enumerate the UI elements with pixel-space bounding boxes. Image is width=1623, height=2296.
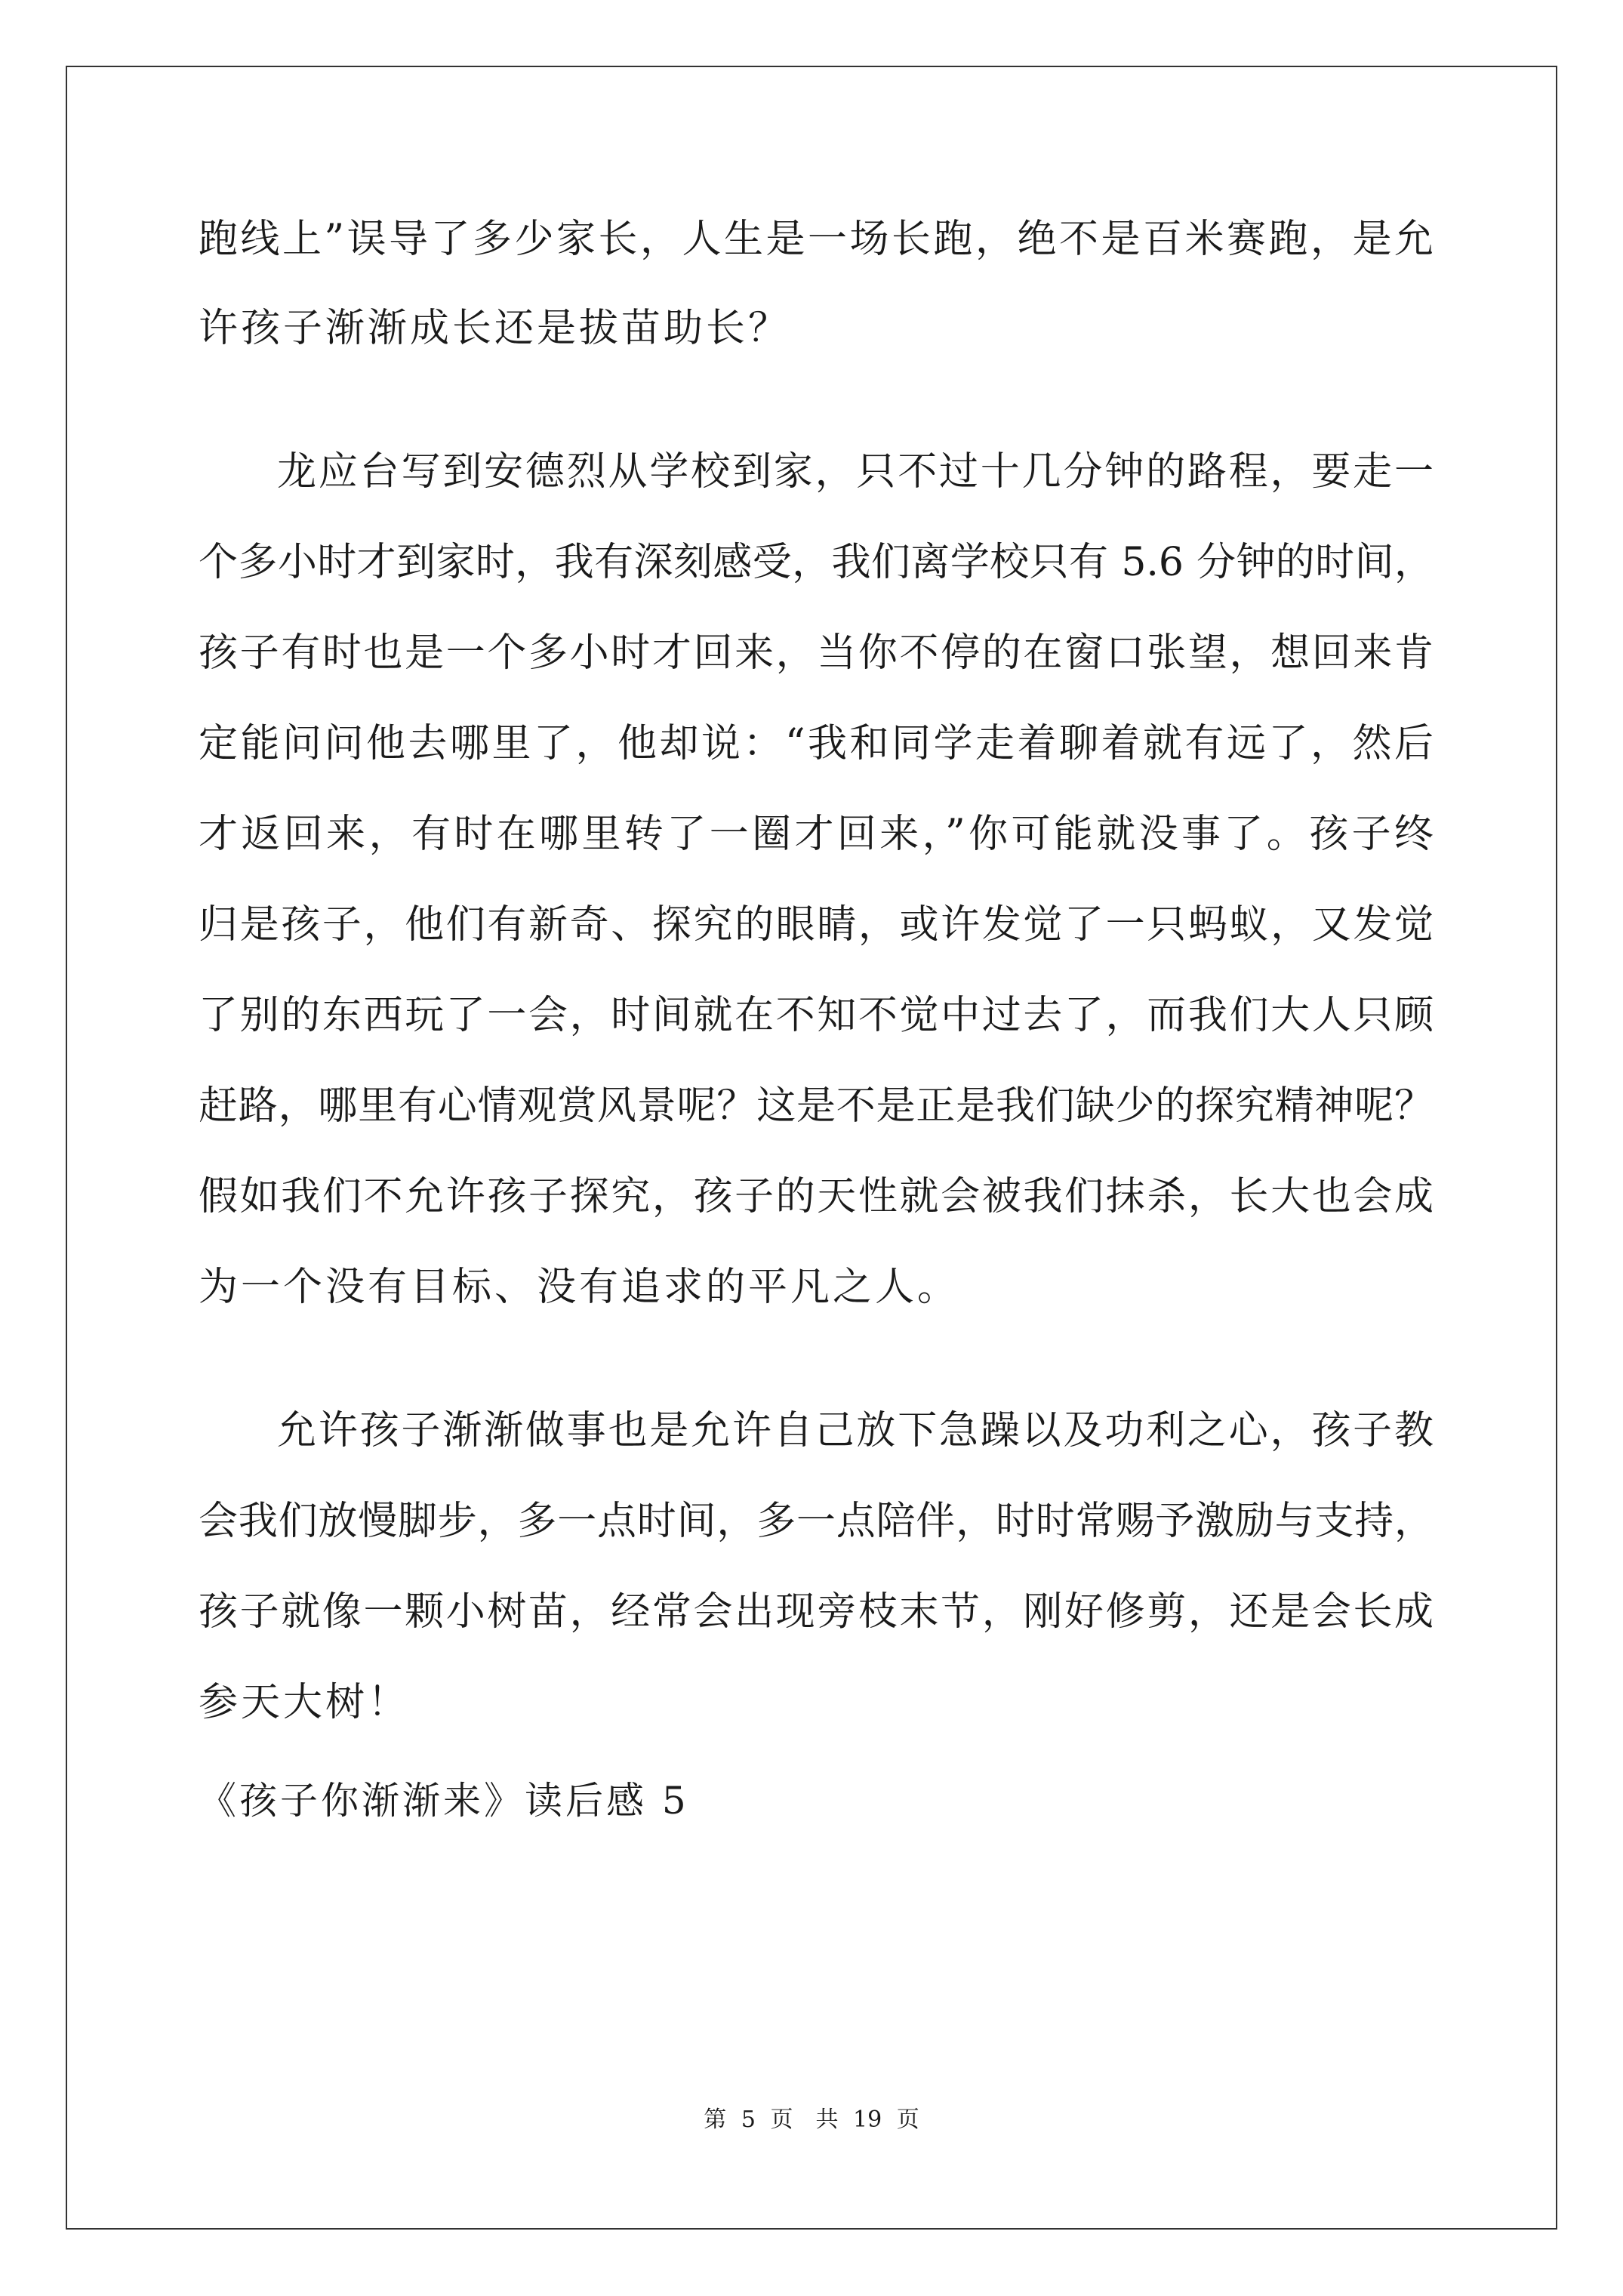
paragraph-line: 允许孩子渐渐做事也是允许自己放下急躁以及功利之心，孩子教 [277,1408,1434,1453]
paragraph-line: 孩子就像一颗小树苗，经常会出现旁枝末节，刚好修剪，还是会长成 [199,1589,1434,1635]
paragraph-line: 了别的东西玩了一会，时间就在不知不觉中过去了，而我们大人只顾 [199,993,1434,1038]
page-frame [66,66,1557,2230]
page-number-footer: 第 5 页 共 19 页 [704,2106,919,2133]
paragraph-line: 参天大树！ [199,1680,411,1725]
section-heading: 《孩子你渐渐来》读后感 5 [199,1779,689,1823]
paragraph-line: 跑线上”误导了多少家长，人生是一场长跑，绝不是百米赛跑，是允 [199,217,1434,262]
paragraph-line: 会我们放慢脚步，多一点时间，多一点陪伴，时时常赐予激励与支持， [199,1499,1434,1544]
paragraph-line: 赶路，哪里有心情观赏风景呢？这是不是正是我们缺少的探究精神呢？ [199,1083,1434,1129]
paragraph-line: 孩子有时也是一个多小时才回来，当你不停的在窗口张望，想回来肯 [199,630,1434,676]
paragraph-line: 归是孩子，他们有新奇、探究的眼睛，或许发觉了一只蚂蚁，又发觉 [199,902,1434,948]
paragraph-line: 定能问问他去哪里了，他却说：“我和同学走着聊着就有远了，然后 [199,721,1434,766]
paragraph-line: 才返回来，有时在哪里转了一圈才回来，”你可能就没事了。孩子终 [199,812,1434,857]
paragraph-line: 龙应台写到安德烈从学校到家，只不过十几分钟的路程，要走一 [277,449,1434,495]
paragraph-line: 假如我们不允许孩子探究，孩子的天性就会被我们抹杀，长大也会成 [199,1174,1434,1219]
paragraph-line: 个多小时才到家时，我有深刻感受，我们离学校只有 5.6 分钟的时间， [199,540,1434,585]
paragraph-line: 许孩子渐渐成长还是拔苗助长？ [199,306,791,351]
paragraph-line: 为一个没有目标、没有追求的平凡之人。 [199,1265,960,1310]
